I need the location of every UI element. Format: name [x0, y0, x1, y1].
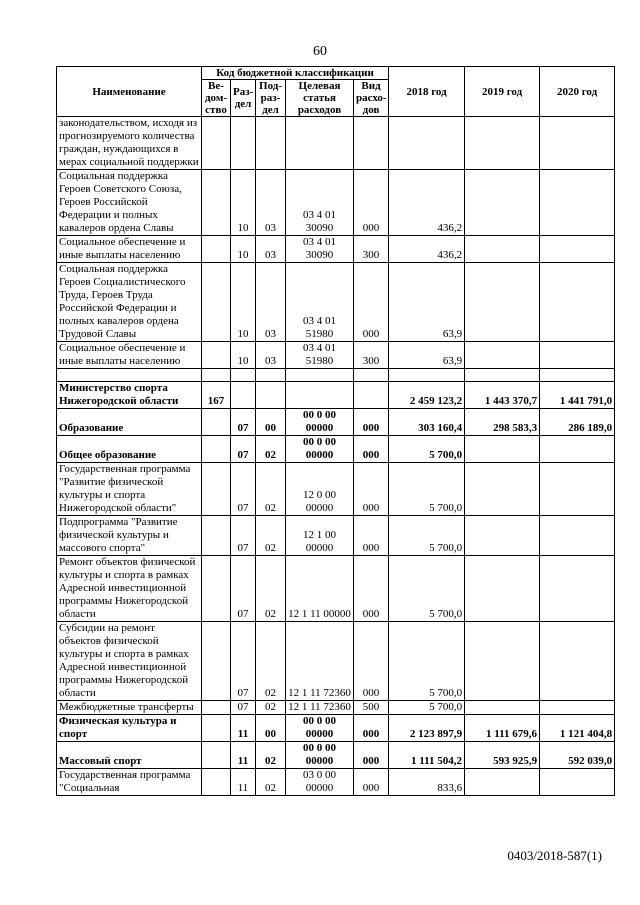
row-2018-cell: 5 700,0 [389, 556, 465, 622]
row-vid-cell [354, 382, 389, 409]
header-razdel: Раз- дел [231, 80, 256, 117]
row-razdel-cell: 10 [231, 263, 256, 342]
row-ved-cell [202, 516, 231, 556]
header-podrazdel: Под- раз- дел [256, 80, 286, 117]
row-vid-cell: 000 [354, 769, 389, 796]
table-row [57, 622, 615, 701]
row-podrazdel-cell: 02 [256, 769, 286, 796]
row-2019-cell [465, 436, 540, 463]
row-2019-cell: 1 111 679,6 [465, 715, 540, 742]
row-2018-cell: 5 700,0 [389, 622, 465, 701]
table-row [57, 342, 615, 369]
row-razdel-cell: 07 [231, 556, 256, 622]
row-tsel-cell: 03 0 00 00000 [286, 769, 354, 796]
row-name-cell: Массовый спорт [57, 742, 202, 769]
header-2020: 2020 год [540, 67, 615, 117]
row-2020-cell [540, 369, 615, 382]
row-2018-cell [389, 117, 465, 170]
row-2020-cell [540, 622, 615, 701]
row-ved-cell: 167 [202, 382, 231, 409]
row-2020-cell: 286 189,0 [540, 409, 615, 436]
row-tsel-cell: 03 4 01 30090 [286, 170, 354, 236]
row-vid-cell: 000 [354, 436, 389, 463]
row-name-cell: Социальное обеспечение и иные выплаты населению [57, 342, 202, 369]
row-2020-cell [540, 701, 615, 715]
row-name-cell [57, 369, 202, 382]
row-2018-cell: 1 111 504,2 [389, 742, 465, 769]
row-razdel-cell: 11 [231, 742, 256, 769]
row-2019-cell [465, 263, 540, 342]
row-2018-cell: 303 160,4 [389, 409, 465, 436]
row-vid-cell: 000 [354, 715, 389, 742]
row-2018-cell: 63,9 [389, 263, 465, 342]
row-podrazdel-cell [256, 382, 286, 409]
row-name-cell: Межбюджетные трансферты [57, 701, 202, 715]
row-2019-cell: 1 443 370,7 [465, 382, 540, 409]
row-tsel-cell: 00 0 00 00000 [286, 409, 354, 436]
row-ved-cell [202, 369, 231, 382]
row-tsel-cell: 12 1 11 00000 [286, 556, 354, 622]
row-name-cell: законодательством, исходя из прогнозируемого количества граждан, нуждающихся в мерах социальной поддержки [57, 117, 202, 170]
row-tsel-cell: 12 1 11 72360 [286, 701, 354, 715]
row-2019-cell [465, 622, 540, 701]
row-2019-cell [465, 769, 540, 796]
row-2019-cell [465, 516, 540, 556]
row-vid-cell: 000 [354, 622, 389, 701]
row-vid-cell: 500 [354, 701, 389, 715]
row-podrazdel-cell: 02 [256, 742, 286, 769]
row-podrazdel-cell: 02 [256, 701, 286, 715]
row-name-cell: Ремонт объектов физической культуры и спорта в рамках Адресной инвестиционной программы Нижегородской области [57, 556, 202, 622]
row-name-cell: Физическая культура и спорт [57, 715, 202, 742]
row-2019-cell [465, 342, 540, 369]
header-tsel: Целевая статья расходов [286, 80, 354, 117]
table-body [57, 117, 615, 796]
table-row [57, 436, 615, 463]
row-tsel-cell: 03 4 01 51980 [286, 263, 354, 342]
row-tsel-cell: 03 4 01 51980 [286, 342, 354, 369]
row-2018-cell: 5 700,0 [389, 436, 465, 463]
row-2018-cell: 5 700,0 [389, 463, 465, 516]
row-podrazdel-cell: 03 [256, 170, 286, 236]
row-2018-cell: 63,9 [389, 342, 465, 369]
table-row [57, 516, 615, 556]
row-podrazdel-cell: 03 [256, 236, 286, 263]
table-row [57, 117, 615, 170]
row-razdel-cell: 11 [231, 715, 256, 742]
row-ved-cell [202, 769, 231, 796]
row-tsel-cell: 12 1 00 00000 [286, 516, 354, 556]
row-name-cell: Социальное обеспечение и иные выплаты населению [57, 236, 202, 263]
row-2020-cell [540, 170, 615, 236]
row-2020-cell: 1 441 791,0 [540, 382, 615, 409]
row-2020-cell [540, 769, 615, 796]
page-number: 60 [313, 44, 327, 59]
row-podrazdel-cell: 02 [256, 436, 286, 463]
row-2019-cell [465, 369, 540, 382]
row-2018-cell [389, 369, 465, 382]
row-2020-cell [540, 556, 615, 622]
table-row [57, 263, 615, 342]
table-row [57, 236, 615, 263]
row-2019-cell [465, 701, 540, 715]
row-razdel-cell: 10 [231, 236, 256, 263]
row-ved-cell [202, 170, 231, 236]
row-razdel-cell: 10 [231, 170, 256, 236]
row-2018-cell: 5 700,0 [389, 701, 465, 715]
row-2019-cell [465, 556, 540, 622]
row-name-cell: Образование [57, 409, 202, 436]
row-2020-cell: 1 121 404,8 [540, 715, 615, 742]
row-2019-cell [465, 117, 540, 170]
row-vid-cell: 000 [354, 263, 389, 342]
row-2018-cell: 2 459 123,2 [389, 382, 465, 409]
row-vid-cell: 000 [354, 556, 389, 622]
row-ved-cell [202, 263, 231, 342]
row-2020-cell: 592 039,0 [540, 742, 615, 769]
row-2020-cell [540, 516, 615, 556]
row-tsel-cell: 00 0 00 00000 [286, 715, 354, 742]
header-code-group: Код бюджетной классификации [202, 67, 389, 80]
row-tsel-cell: 12 1 11 72360 [286, 622, 354, 701]
row-name-cell: Субсидии на ремонт объектов физической культуры и спорта в рамках Адресной инвестиционной программы Нижегородской области [57, 622, 202, 701]
table-row [57, 463, 615, 516]
table-row [57, 556, 615, 622]
header-ved: Ве- дом- ство [202, 80, 231, 117]
row-razdel-cell: 07 [231, 701, 256, 715]
row-ved-cell [202, 463, 231, 516]
row-razdel-cell: 10 [231, 342, 256, 369]
row-tsel-cell: 00 0 00 00000 [286, 742, 354, 769]
row-razdel-cell: 07 [231, 516, 256, 556]
row-podrazdel-cell: 02 [256, 622, 286, 701]
row-razdel-cell: 07 [231, 409, 256, 436]
table-row [57, 170, 615, 236]
row-2020-cell [540, 342, 615, 369]
row-vid-cell [354, 369, 389, 382]
row-tsel-cell: 00 0 00 00000 [286, 436, 354, 463]
row-ved-cell [202, 436, 231, 463]
row-2020-cell [540, 436, 615, 463]
row-tsel-cell [286, 117, 354, 170]
row-ved-cell [202, 715, 231, 742]
row-2018-cell: 2 123 897,9 [389, 715, 465, 742]
row-tsel-cell: 03 4 01 30090 [286, 236, 354, 263]
row-2019-cell [465, 236, 540, 263]
table-row [57, 369, 615, 382]
row-name-cell: Государственная программа "Социальная [57, 769, 202, 796]
row-name-cell: Социальная поддержка Героев Советского Союза, Героев Российской Федерации и полных кавалеров ордена Славы [57, 170, 202, 236]
row-podrazdel-cell: 00 [256, 409, 286, 436]
row-vid-cell: 000 [354, 170, 389, 236]
row-2018-cell: 436,2 [389, 170, 465, 236]
row-name-cell: Министерство спорта Нижегородской области [57, 382, 202, 409]
header-name: Наименование [57, 67, 202, 117]
row-2018-cell: 5 700,0 [389, 516, 465, 556]
row-tsel-cell [286, 382, 354, 409]
row-ved-cell [202, 742, 231, 769]
header-2018: 2018 год [389, 67, 465, 117]
row-podrazdel-cell: 03 [256, 263, 286, 342]
row-razdel-cell [231, 117, 256, 170]
row-2018-cell: 436,2 [389, 236, 465, 263]
row-razdel-cell: 07 [231, 622, 256, 701]
row-razdel-cell [231, 369, 256, 382]
row-name-cell: Общее образование [57, 436, 202, 463]
row-2020-cell [540, 117, 615, 170]
row-ved-cell [202, 556, 231, 622]
row-razdel-cell: 11 [231, 769, 256, 796]
row-podrazdel-cell: 02 [256, 463, 286, 516]
row-vid-cell: 000 [354, 516, 389, 556]
row-razdel-cell: 07 [231, 436, 256, 463]
row-podrazdel-cell [256, 117, 286, 170]
row-podrazdel-cell: 00 [256, 715, 286, 742]
row-vid-cell: 000 [354, 742, 389, 769]
budget-table [56, 66, 615, 796]
row-name-cell: Социальная поддержка Героев Социалистического Труда, Героев Труда Российской Федерации и полных кавалеров ордена Трудовой Славы [57, 263, 202, 342]
row-ved-cell [202, 236, 231, 263]
table-row [57, 701, 615, 715]
row-razdel-cell [231, 382, 256, 409]
row-podrazdel-cell [256, 369, 286, 382]
row-name-cell: Государственная программа "Развитие физической культуры и спорта Нижегородской области" [57, 463, 202, 516]
header-vid: Вид расхо- дов [354, 80, 389, 117]
row-vid-cell [354, 117, 389, 170]
row-tsel-cell: 12 0 00 00000 [286, 463, 354, 516]
document-code: 0403/2018-587(1) [507, 848, 602, 863]
row-podrazdel-cell: 02 [256, 556, 286, 622]
row-2020-cell [540, 463, 615, 516]
row-vid-cell: 300 [354, 236, 389, 263]
row-2018-cell: 833,6 [389, 769, 465, 796]
table-row [57, 742, 615, 769]
row-vid-cell: 000 [354, 463, 389, 516]
table-row [57, 715, 615, 742]
table-row [57, 769, 615, 796]
row-vid-cell: 000 [354, 409, 389, 436]
row-vid-cell: 300 [354, 342, 389, 369]
row-2019-cell [465, 170, 540, 236]
row-2019-cell [465, 463, 540, 516]
row-ved-cell [202, 342, 231, 369]
row-ved-cell [202, 117, 231, 170]
row-tsel-cell [286, 369, 354, 382]
table-row [57, 409, 615, 436]
row-podrazdel-cell: 02 [256, 516, 286, 556]
row-name-cell: Подпрограмма "Развитие физической культуры и массового спорта" [57, 516, 202, 556]
header-2019: 2019 год [465, 67, 540, 117]
table-row [57, 382, 615, 409]
row-razdel-cell: 07 [231, 463, 256, 516]
row-2019-cell: 298 583,3 [465, 409, 540, 436]
row-ved-cell [202, 622, 231, 701]
row-ved-cell [202, 409, 231, 436]
row-2020-cell [540, 236, 615, 263]
row-2020-cell [540, 263, 615, 342]
row-ved-cell [202, 701, 231, 715]
row-2019-cell: 593 925,9 [465, 742, 540, 769]
row-podrazdel-cell: 03 [256, 342, 286, 369]
